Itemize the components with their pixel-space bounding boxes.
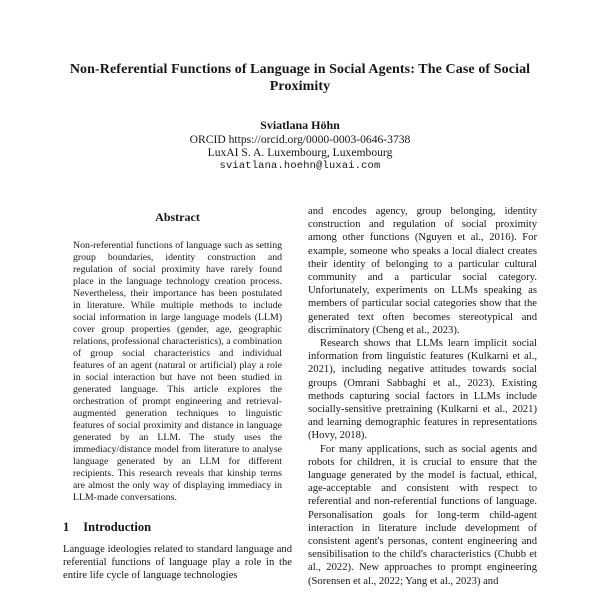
section-title: Introduction <box>83 520 152 534</box>
body-paragraph: Research shows that LLMs learn implicit social information from linguistic features (Kulkarni et al., 2021), including negative attitudes towards social groups (Omrani Sabbaghi et al., 2023). Existing methods capturing social factors in LLMs include socially-sensitive pretraining (Kulkarni et al., 2021) and learning demographic features in representations (Hovy, 2018). <box>308 338 537 442</box>
abstract-heading: Abstract <box>155 210 200 224</box>
author-affiliation: LuxAI S. A. Luxembourg, Luxembourg <box>207 146 393 160</box>
two-column-body <box>63 205 537 600</box>
left-column <box>63 205 292 600</box>
paper-title: Non-Referential Functions of Language in Social Agents: The Case of Social Proximity <box>69 62 531 94</box>
body-paragraph: and encodes agency, group belonging, identity construction and regulation of social proximity among other functions (Nguyen et al., 2016). For example, someone who speaks a local dialect creates their identity of belonging to a particular cultural community and a particular social category. Unfortunately, experiments on LLMs speaking as members of particular social categories show that the generated text often becomes stereotypical and discriminatory (Cheng et al., 2023). <box>308 206 537 336</box>
author-block <box>0 119 600 173</box>
abstract-text: Non-referential functions of language such as setting group boundaries, identity construction and regulation of social proximity have rarely found place in the language technology creation process. Nevertheless, their importance has been postulated in literature. While multiple methods to include social information in large language models (LLM) cover group properties (gender, age, geographic relations, professional characteristics), a combination of group social characteristics and individual features of an agent (natural or artificial) play a role in social interaction but have not been studied in generated language. This article explores the orchestration of prompt engineering and retrieval-augmented generation techniques to linguistic features of social proximity and distance in language generated by an LLM. The study uses the immediacy/distance model from literature to analyse language generated by an LLM for different recipients. This research reveals that kinship terms are almost the only way of displaying immediacy in LLM-made conversations. <box>73 240 282 503</box>
right-column <box>308 205 537 600</box>
author-name: Sviatlana Höhn <box>260 118 340 132</box>
body-paragraph: For many applications, such as social agents and robots for children, it is crucial to ensure that the language generated by the model is factual, ethical, age-acceptable and consistent with respect to referential and non-referential functions of language. Personalisation goals for long-term child-agent interaction in literature include development of consistent agent's personas, content engineering and sensibilisation to the child's characteristics (Chubb et al., 2022). New approaches to prompt engineering (Sorensen et al., 2022; Yang et al., 2023) and <box>308 443 537 587</box>
intro-paragraph: Language ideologies related to standard language and referential functions of language play a role in the entire life cycle of language technologies <box>63 544 292 582</box>
author-orcid: ORCID https://orcid.org/0000-0003-0646-3738 <box>189 132 411 146</box>
author-email: sviatlana.hoehn@luxai.com <box>219 159 381 172</box>
section-number: 1 <box>63 520 70 534</box>
section-heading-introduction <box>63 520 292 535</box>
